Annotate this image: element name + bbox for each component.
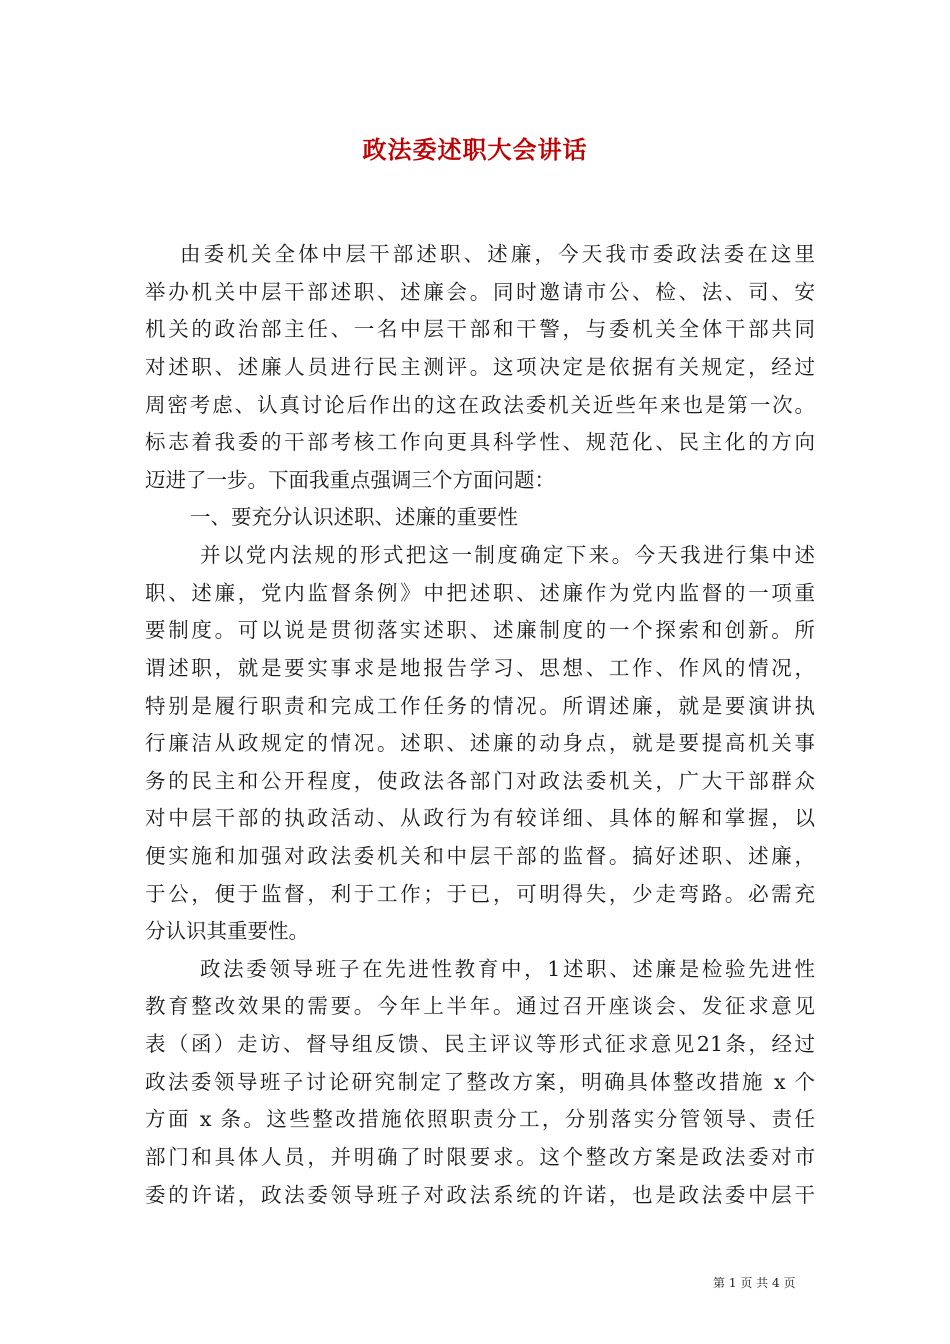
paragraph-line: 由委机关全体中层干部述职、述廉，今天我市委政法委在这里 bbox=[180, 242, 815, 266]
current-page-number: 1 bbox=[728, 1276, 737, 1290]
paragraph-line: 谓述职，就是要实事求是地报告学习、思想、工作、作风的情况， bbox=[145, 656, 815, 680]
paragraph-line: 行廉洁从政规定的情况。述职、述廉的动身点，就是要提高机关事 bbox=[145, 731, 815, 755]
paragraph-line: 表（函）走访、督导组反馈、民主评议等形式征求意见21条，经过 bbox=[145, 1032, 815, 1056]
section-heading: 一、要充分认识述职、述廉的重要性 bbox=[190, 505, 518, 529]
paragraph-line: 务的民主和公开程度，使政法各部门对政法委机关，广大干部群众 bbox=[145, 769, 815, 793]
footer-middle: 页 共 bbox=[740, 1276, 769, 1290]
paragraph-line: 举办机关中层干部述职、述廉会。同时邀请市公、检、法、司、安 bbox=[145, 280, 815, 304]
paragraph-line: 便实施和加强对政法委机关和中层干部的监督。搞好述职、述廉， bbox=[145, 844, 815, 868]
paragraph-line: 对述职、述廉人员进行民主测评。这项决定是依据有关规定，经过 bbox=[145, 355, 815, 379]
paragraph-line: 分认识其重要性。 bbox=[145, 919, 309, 943]
paragraph-line: 政法委领导班子讨论研究制定了整改方案，明确具体整改措施 x 个 bbox=[145, 1070, 815, 1094]
paragraph-line: 标志着我委的干部考核工作向更具科学性、规范化、民主化的方向 bbox=[145, 430, 815, 454]
page-footer bbox=[713, 1275, 795, 1291]
footer-suffix: 页 bbox=[783, 1276, 796, 1290]
paragraph-line: 政法委领导班子在先进性教育中，1述职、述廉是检验先进性 bbox=[200, 957, 815, 981]
paragraph-line: 职、述廉，党内监督条例》中把述职、述廉作为党内监督的一项重 bbox=[145, 581, 815, 605]
paragraph-line: 迈进了一步。下面我重点强调三个方面问题： bbox=[145, 468, 555, 492]
total-page-number: 4 bbox=[771, 1276, 780, 1290]
paragraph-line: 机关的政治部主任、一名中层干部和干警，与委机关全体干部共同 bbox=[145, 317, 815, 341]
paragraph-line: 特别是履行职责和完成工作任务的情况。所谓述廉，就是要演讲执 bbox=[145, 694, 815, 718]
paragraph-line: 对中层干部的执政活动、从政行为有较详细、具体的解和掌握，以 bbox=[145, 806, 815, 830]
paragraph-line: 委的许诺，政法委领导班子对政法系统的许诺，也是政法委中层干 bbox=[145, 1183, 815, 1207]
footer-prefix: 第 bbox=[713, 1276, 726, 1290]
paragraph-line: 周密考虑、认真讨论后作出的这在政法委机关近些年来也是第一次。 bbox=[145, 393, 815, 417]
paragraph-line: 部门和具体人员，并明确了时限要求。这个整改方案是政法委对市 bbox=[145, 1145, 815, 1169]
paragraph-line: 教育整改效果的需要。今年上半年。通过召开座谈会、发征求意见 bbox=[145, 994, 815, 1018]
document-title: 政法委述职大会讲话 bbox=[362, 135, 588, 164]
paragraph-line: 要制度。可以说是贯彻落实述职、述廉制度的一个探索和创新。所 bbox=[145, 618, 815, 642]
paragraph-line: 方面 x 条。这些整改措施依照职责分工，分别落实分管领导、责任 bbox=[145, 1107, 815, 1131]
paragraph-line: 并以党内法规的形式把这一制度确定下来。今天我进行集中述 bbox=[200, 543, 815, 567]
paragraph-line: 于公，便于监督，利于工作；于已，可明得失，少走弯路。必需充 bbox=[145, 882, 815, 906]
